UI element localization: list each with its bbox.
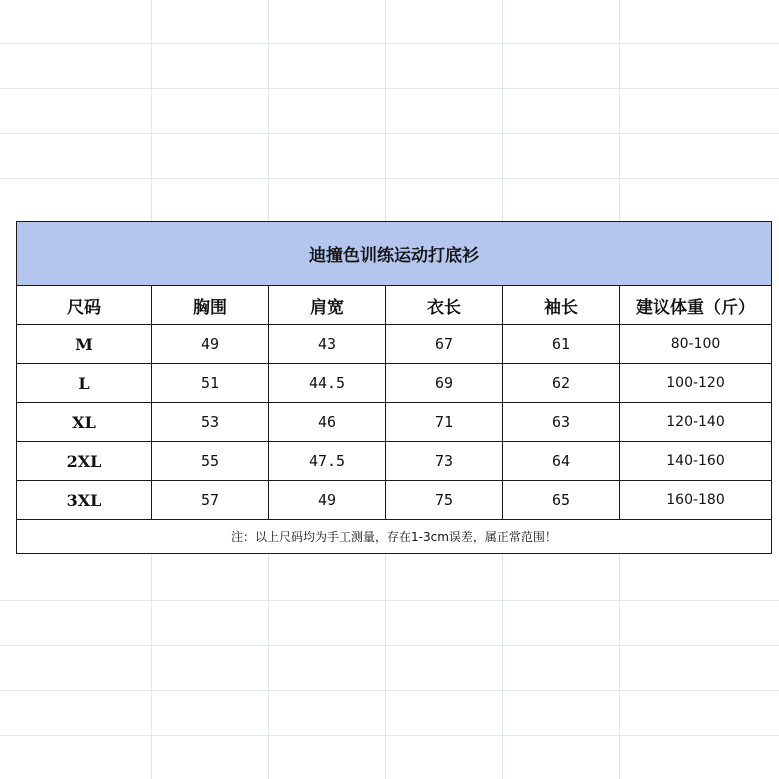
gridline	[0, 645, 779, 646]
header-chest: 胸围	[152, 286, 269, 325]
header-size: 尺码	[17, 286, 152, 325]
table-title: 迪撞色训练运动打底衫	[17, 222, 772, 286]
shoulder-cell: 46	[269, 403, 386, 442]
table-row	[17, 325, 772, 364]
length-cell: 69	[386, 364, 503, 403]
weight-cell: 80-100	[620, 325, 772, 364]
sleeve-cell: 61	[503, 325, 620, 364]
length-cell: 75	[386, 481, 503, 520]
shoulder-cell: 47.5	[269, 442, 386, 481]
size-cell: 3XL	[17, 481, 152, 520]
length-cell: 71	[386, 403, 503, 442]
chest-cell: 55	[152, 442, 269, 481]
size-chart-table	[16, 221, 772, 554]
length-cell: 73	[386, 442, 503, 481]
header-row	[17, 286, 772, 325]
weight-cell: 100-120	[620, 364, 772, 403]
size-cell: L	[17, 364, 152, 403]
gridline	[0, 133, 779, 134]
header-length: 衣长	[386, 286, 503, 325]
gridline	[0, 735, 779, 736]
shoulder-cell: 44.5	[269, 364, 386, 403]
sleeve-cell: 64	[503, 442, 620, 481]
gridline	[0, 600, 779, 601]
sleeve-cell: 63	[503, 403, 620, 442]
gridline	[0, 690, 779, 691]
gridline	[0, 88, 779, 89]
header-weight: 建议体重（斤）	[620, 286, 772, 325]
measurement-note: 注：以上尺码均为手工测量，存在1-3cm误差，属正常范围！	[17, 520, 772, 554]
gridline	[0, 178, 779, 179]
chest-cell: 53	[152, 403, 269, 442]
gridline	[0, 43, 779, 44]
size-cell: 2XL	[17, 442, 152, 481]
sleeve-cell: 62	[503, 364, 620, 403]
table-row	[17, 403, 772, 442]
weight-cell: 120-140	[620, 403, 772, 442]
size-cell: XL	[17, 403, 152, 442]
sleeve-cell: 65	[503, 481, 620, 520]
shoulder-cell: 43	[269, 325, 386, 364]
weight-cell: 160-180	[620, 481, 772, 520]
length-cell: 67	[386, 325, 503, 364]
shoulder-cell: 49	[269, 481, 386, 520]
table-row	[17, 481, 772, 520]
chest-cell: 51	[152, 364, 269, 403]
table-row	[17, 364, 772, 403]
chest-cell: 49	[152, 325, 269, 364]
size-cell: M	[17, 325, 152, 364]
header-shoulder: 肩宽	[269, 286, 386, 325]
header-sleeve: 袖长	[503, 286, 620, 325]
chest-cell: 57	[152, 481, 269, 520]
table-row	[17, 442, 772, 481]
weight-cell: 140-160	[620, 442, 772, 481]
